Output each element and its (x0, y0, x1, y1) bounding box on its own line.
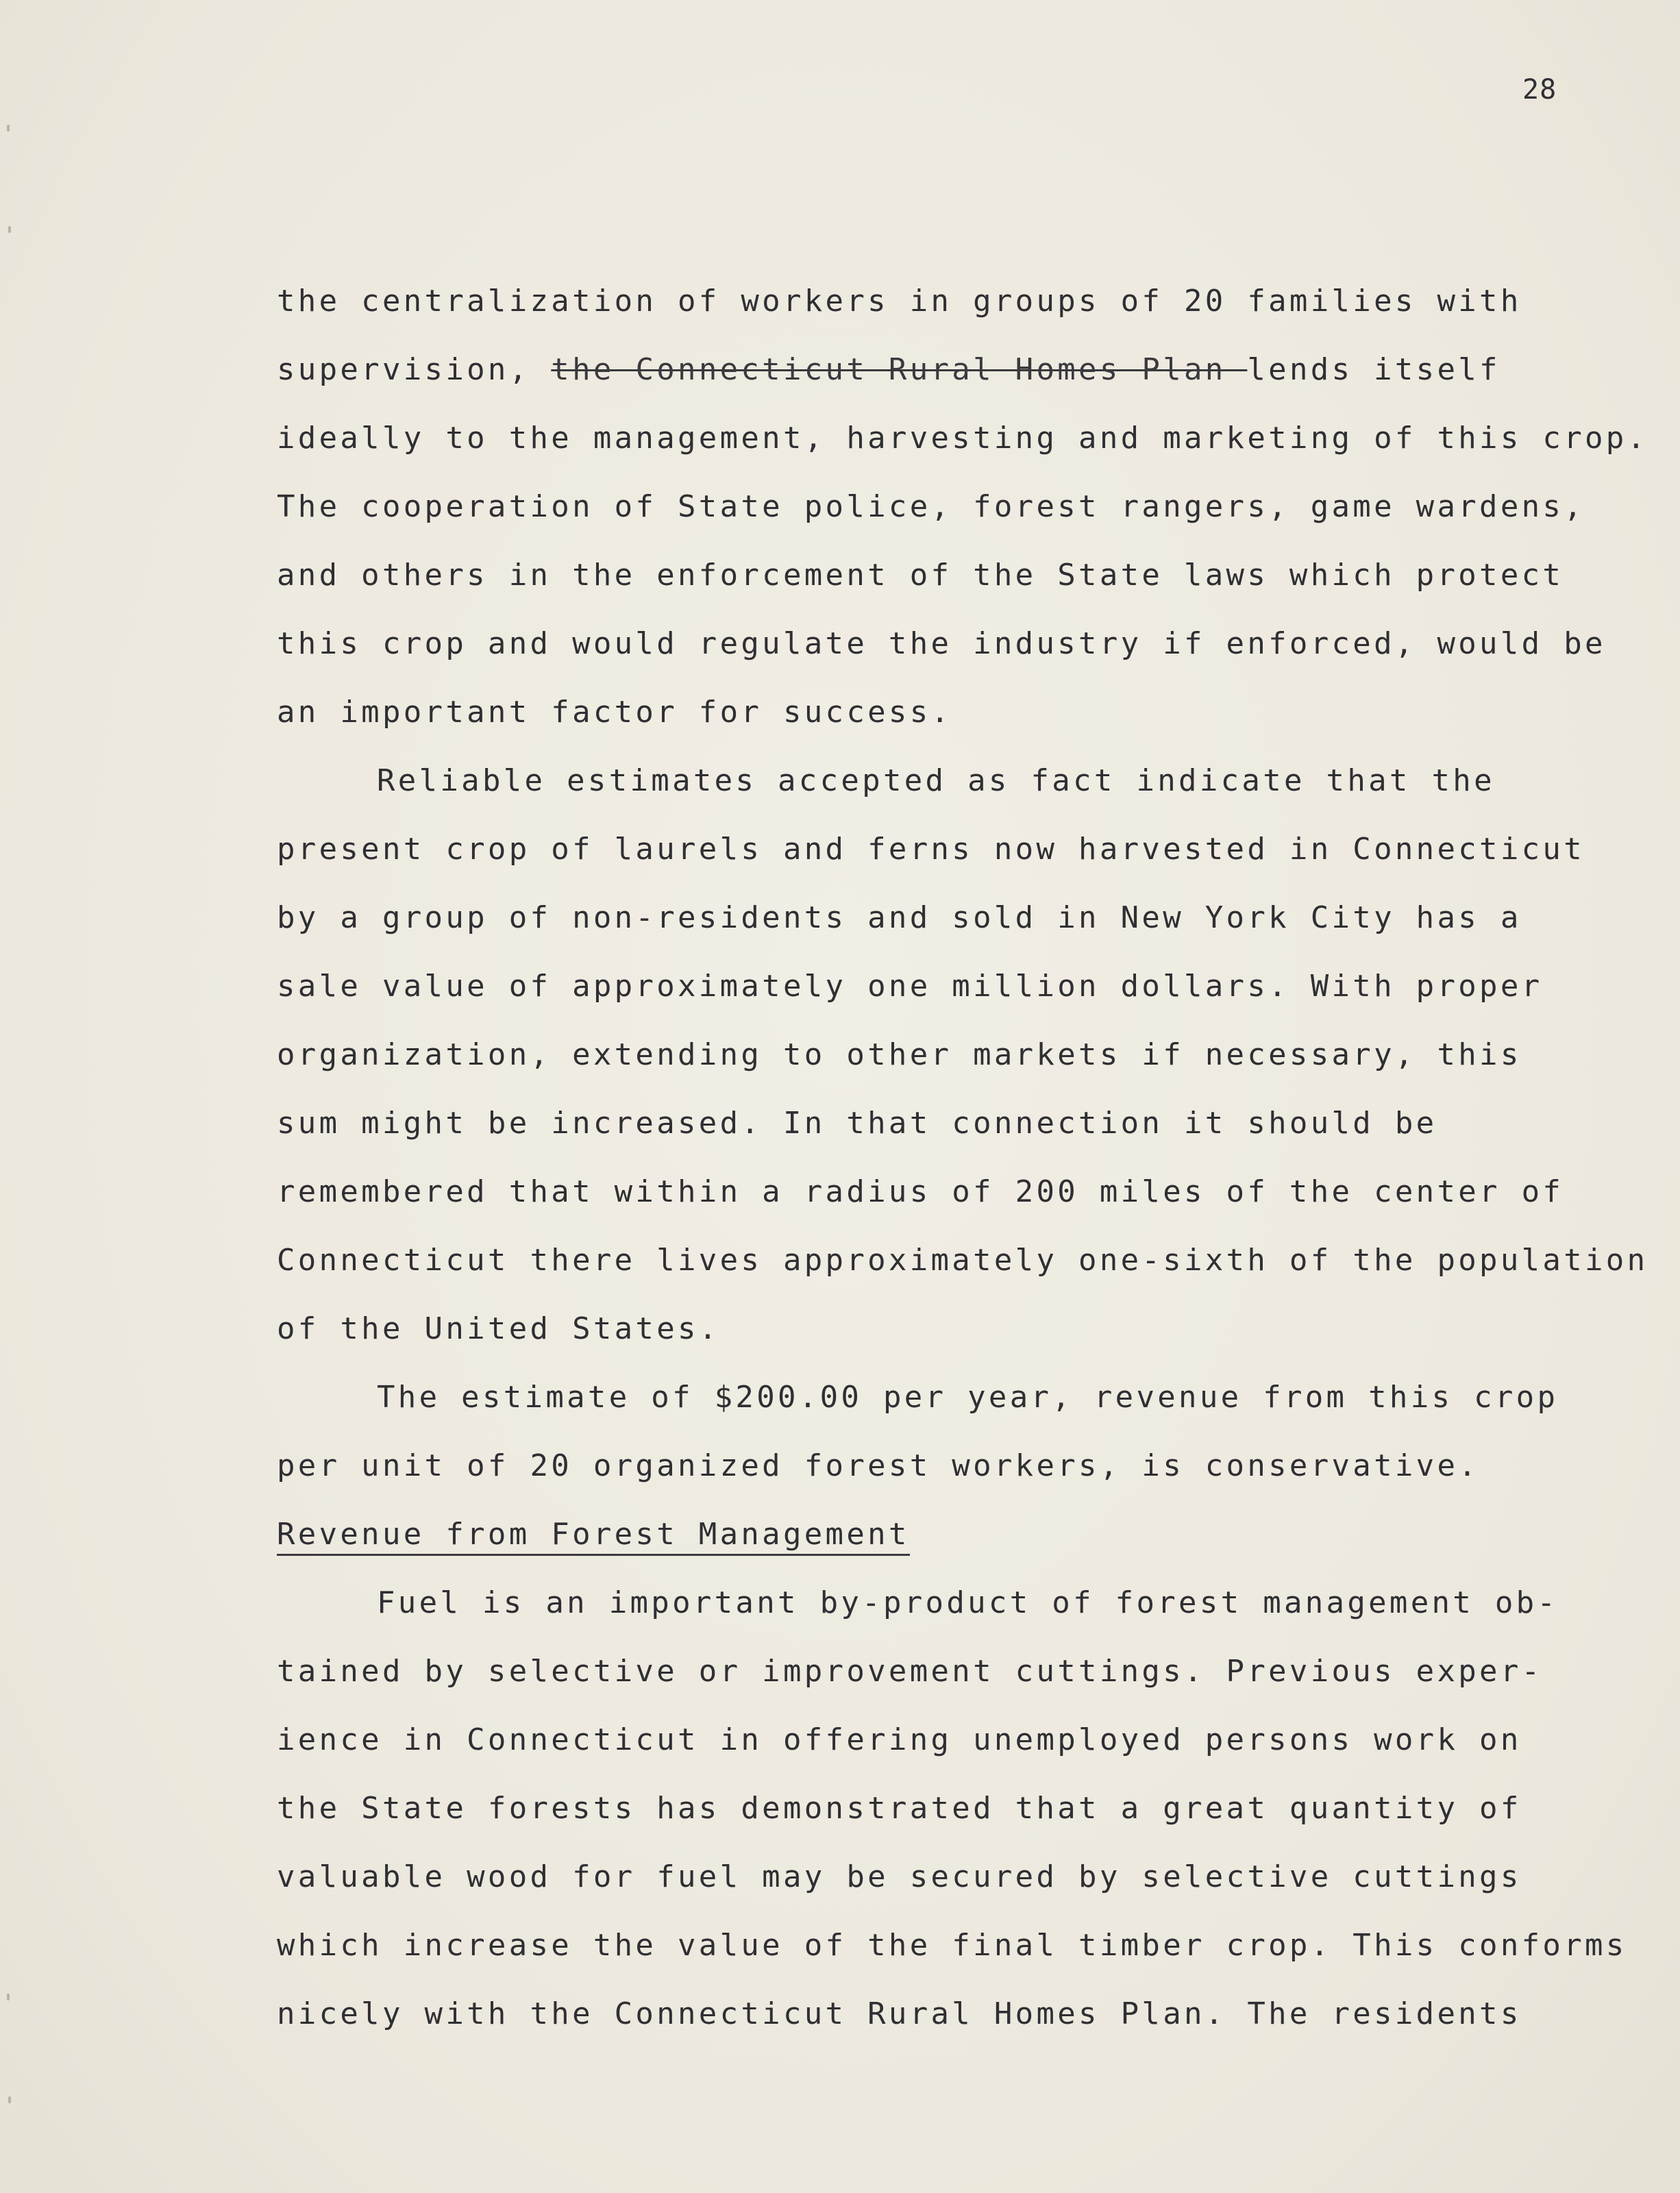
paragraph-first-line: Fuel is an important by-product of forest management ob- (377, 1585, 1559, 1620)
paper-edge-mark (7, 1994, 10, 2000)
text-line: ideally to the management, harvesting and marketing of this crop. (277, 421, 1648, 456)
text-line: valuable wood for fuel may be secured by selective cuttings (277, 1859, 1522, 1894)
text-line: sum might be increased. In that connection it should be (277, 1106, 1437, 1141)
text-line: which increase the value of the final timber crop. This conforms (277, 1928, 1627, 1963)
paragraph-first-line: Reliable estimates accepted as fact indicate that the (377, 763, 1495, 798)
text-line: of the United States. (277, 1311, 720, 1346)
text-segment: lends itself (1247, 352, 1500, 387)
text-line: the centralization of workers in groups of 20 families with (277, 284, 1522, 319)
paragraph-first-line: The estimate of $200.00 per year, revenue from this crop (377, 1380, 1559, 1415)
text-line: Connecticut there lives approximately one-sixth of the population (277, 1243, 1648, 1278)
text-line: by a group of non-residents and sold in New York City has a (277, 900, 1522, 935)
struck-out-text: the Connecticut Rural Homes Plan (551, 352, 1248, 387)
text-line: The cooperation of State police, forest rangers, game wardens, (277, 489, 1585, 524)
text-line: sale value of approximately one million dollars. With proper (277, 969, 1543, 1004)
text-line (277, 352, 1500, 387)
text-line: this crop and would regulate the industry if enforced, would be (277, 626, 1606, 661)
paper-edge-mark (8, 226, 11, 233)
text-line: an important factor for success. (277, 695, 952, 730)
text-line: the State forests has demonstrated that a great quantity of (277, 1791, 1522, 1826)
text-line: organization, extending to other markets if necessary, this (277, 1037, 1522, 1072)
paper-edge-mark (7, 125, 10, 132)
text-line: and others in the enforcement of the State laws which protect (277, 558, 1564, 593)
text-line: present crop of laurels and ferns now harvested in Connecticut (277, 832, 1585, 867)
text-segment: supervision, (277, 352, 530, 387)
text-line: tained by selective or improvement cuttings. Previous exper- (277, 1654, 1543, 1689)
text-line: remembered that within a radius of 200 miles of the center of (277, 1174, 1564, 1209)
section-heading: Revenue from Forest Management (277, 1520, 910, 1556)
page-number: 28 (1522, 74, 1557, 106)
paper-edge-mark (8, 2096, 11, 2103)
text-line: nicely with the Connecticut Rural Homes Plan. The residents (277, 1996, 1522, 2031)
text-line: per unit of 20 organized forest workers, is conservative. (277, 1448, 1480, 1483)
text-line: ience in Connecticut in offering unemployed persons work on (277, 1722, 1522, 1757)
